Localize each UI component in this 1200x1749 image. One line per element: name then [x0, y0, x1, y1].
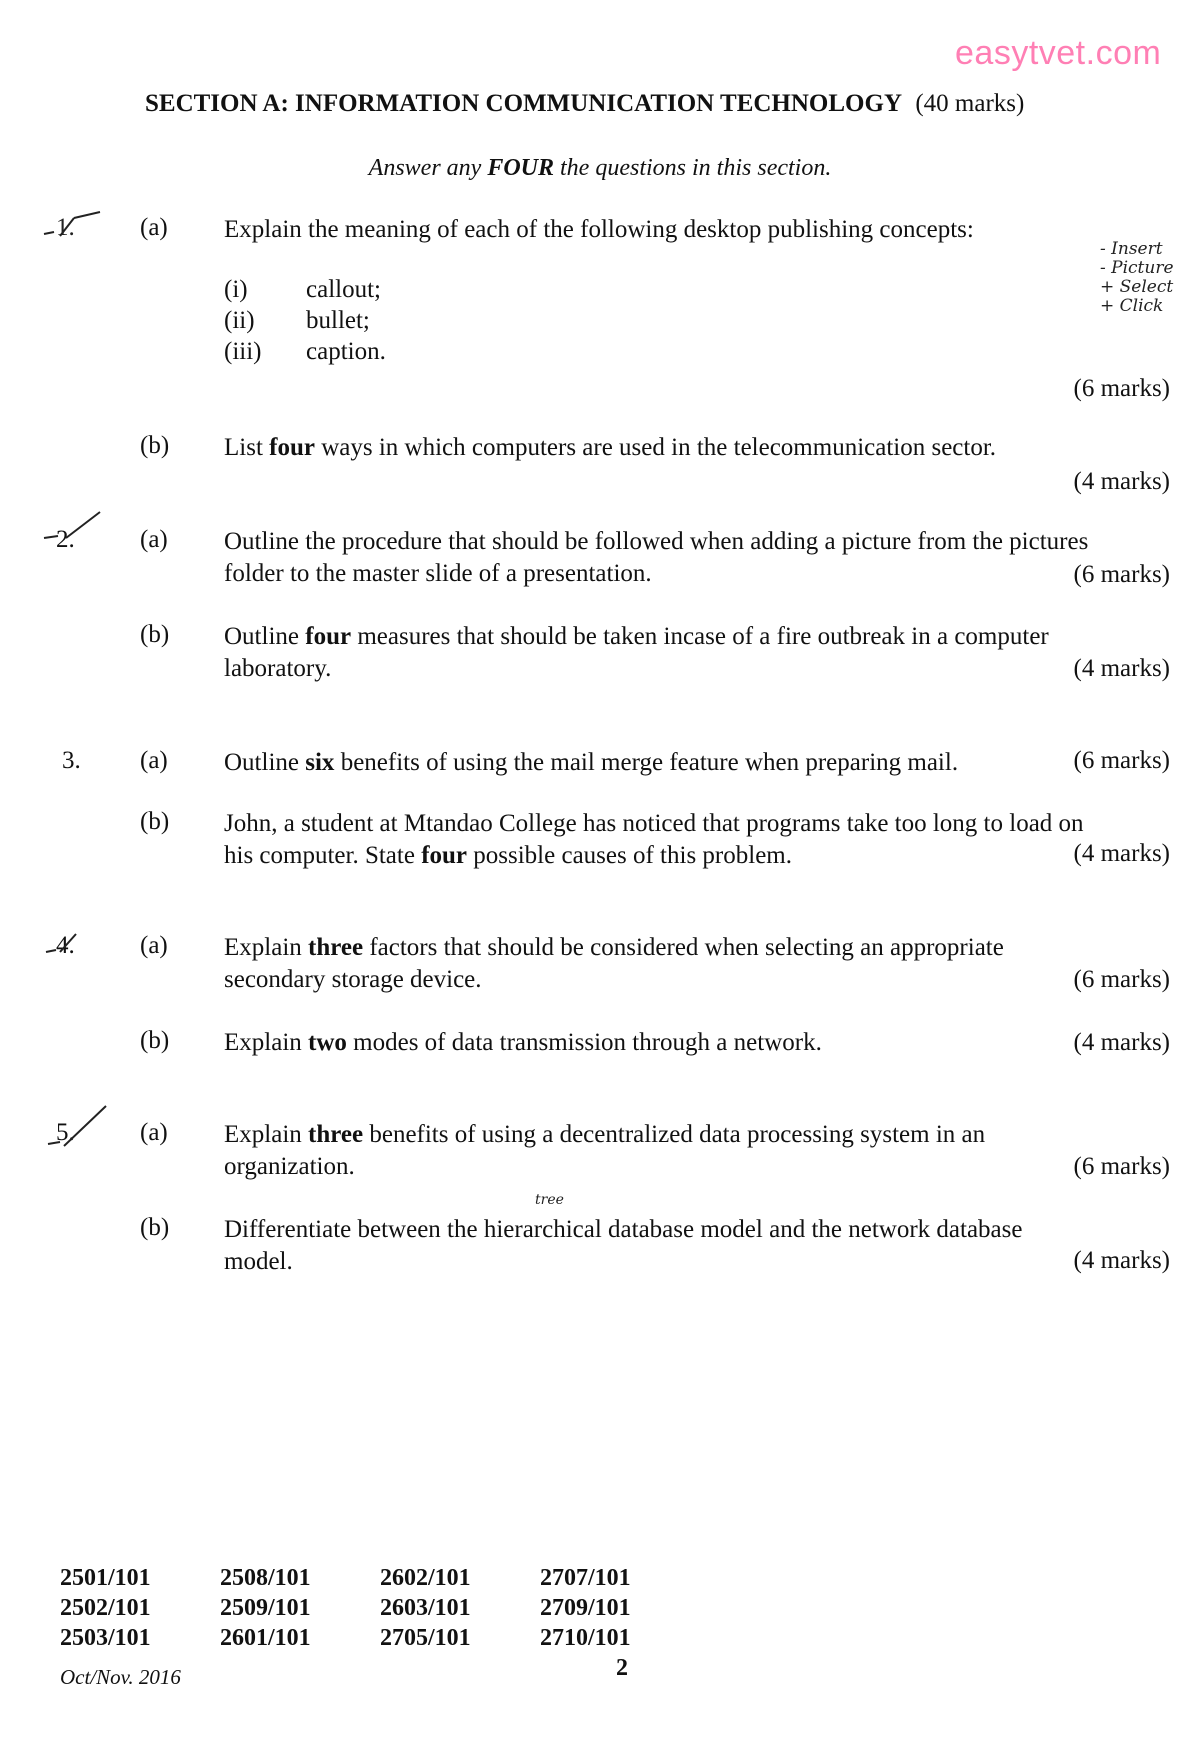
course-code: 2707/101 [540, 1565, 631, 1591]
question-4a-line2: secondary storage device. [224, 966, 482, 993]
question-2a-marks: (6 marks) [1073, 561, 1170, 588]
handwritten-note-line: + Select [1100, 277, 1174, 297]
question-4a-letter: (a) [140, 932, 168, 959]
question-1b-text: List four ways in which computers are used in the telecommunication sector. [224, 434, 997, 461]
question-3b-text [224, 808, 1169, 872]
question-3a-letter: (a) [140, 747, 168, 774]
course-code: 2501/101 [60, 1565, 151, 1591]
question-1a-iii-text: caption. [306, 338, 386, 365]
instruction-text-end: the questions in this section. [554, 155, 832, 181]
course-code: 2508/101 [220, 1565, 311, 1591]
question-5b-text [224, 1214, 1169, 1278]
instruction-text: Answer any [368, 155, 488, 181]
question-3-number: 3. [62, 747, 81, 774]
question-2a-text [224, 526, 1169, 590]
question-5a-line1: Explain three benefits of using a decentralized data processing system in an [224, 1121, 986, 1148]
question-3b-marks: (4 marks) [1073, 840, 1170, 867]
question-1a-i-text: callout; [306, 276, 381, 303]
question-1a-iii-number: (iii) [224, 338, 262, 365]
handwritten-note [1100, 240, 1174, 316]
handwritten-note-line: - Insert [1100, 239, 1163, 259]
course-code: 2509/101 [220, 1595, 311, 1621]
question-3b-letter: (b) [140, 808, 170, 835]
handwritten-note-line: - Picture [1100, 258, 1174, 278]
tick-mark-icon [44, 1104, 114, 1154]
question-1b-marks: (4 marks) [1073, 468, 1170, 495]
question-3b-line2: his computer. State four possible causes of this problem. [224, 842, 792, 869]
question-4b-marks: (4 marks) [1073, 1029, 1170, 1056]
question-5b-line2: model. [224, 1248, 293, 1275]
course-code: 2710/101 [540, 1625, 631, 1651]
question-1-number: 1. [56, 214, 75, 241]
question-2b-text [224, 621, 1169, 685]
handwritten-word: tree [535, 1192, 564, 1208]
instruction-emphasis: FOUR [487, 155, 555, 181]
question-1b-letter: (b) [140, 432, 170, 459]
question-3a-text: Outline six benefits of using the mail merge feature when preparing mail. [224, 749, 959, 776]
question-1a-ii-text: bullet; [306, 307, 370, 334]
question-2b-letter: (b) [140, 621, 170, 648]
question-2b-line1: Outline four measures that should be taken incase of a fire outbreak in a computer [224, 623, 1049, 650]
course-code: 2603/101 [380, 1595, 471, 1621]
page-number: 2 [616, 1655, 628, 1681]
tick-mark-icon [42, 930, 92, 960]
course-code: 2503/101 [60, 1625, 151, 1651]
question-4a-line1: Explain three factors that should be considered when selecting an appropriate [224, 934, 1004, 961]
question-4a-marks: (6 marks) [1073, 966, 1170, 993]
course-codes [60, 1563, 700, 1653]
section-title: SECTION A: INFORMATION COMMUNICATION TECHNOLOGY [145, 90, 902, 117]
question-4b-text: Explain two modes of data transmission through a network. [224, 1029, 822, 1056]
question-1a-letter: (a) [140, 214, 168, 241]
question-2a-letter: (a) [140, 526, 168, 553]
question-1a-ii-number: (ii) [224, 307, 255, 334]
tick-mark-icon [40, 212, 110, 242]
question-2-number: 2. [56, 526, 75, 553]
question-2b-marks: (4 marks) [1073, 655, 1170, 682]
course-code: 2502/101 [60, 1595, 151, 1621]
question-2a-line1: Outline the procedure that should be followed when adding a picture from the pictures [224, 528, 1089, 555]
question-5a-text [224, 1119, 1169, 1183]
section-instruction [0, 155, 1200, 182]
question-4-number: 4. [56, 932, 75, 959]
question-2b-line2: laboratory. [224, 655, 332, 682]
question-5b-line1: Differentiate between the hierarchical database model and the network database [224, 1216, 1023, 1243]
question-5a-marks: (6 marks) [1073, 1153, 1170, 1180]
course-code: 2602/101 [380, 1565, 471, 1591]
question-3a-marks: (6 marks) [1073, 747, 1170, 774]
question-1a-marks: (6 marks) [1073, 375, 1170, 402]
exam-date: Oct/Nov. 2016 [60, 1665, 181, 1689]
question-1a-i-number: (i) [224, 276, 248, 303]
question-5a-letter: (a) [140, 1119, 168, 1146]
handwritten-note-line: + Click [1100, 296, 1164, 316]
watermark-text: easytvet.com [955, 34, 1162, 72]
question-5a-line2: organization. [224, 1153, 355, 1180]
section-heading [145, 90, 1024, 118]
question-5b-marks: (4 marks) [1073, 1247, 1170, 1274]
question-3b-line1: John, a student at Mtandao College has noticed that programs take too long to load on [224, 810, 1084, 837]
section-marks: (40 marks) [915, 90, 1025, 117]
course-code: 2705/101 [380, 1625, 471, 1651]
question-4a-text [224, 932, 1169, 996]
question-4b-letter: (b) [140, 1027, 170, 1054]
question-5b-letter: (b) [140, 1214, 170, 1241]
course-code: 2601/101 [220, 1625, 311, 1651]
tick-mark-icon [40, 508, 110, 548]
course-code: 2709/101 [540, 1595, 631, 1621]
question-1a-text: Explain the meaning of each of the following desktop publishing concepts: [224, 216, 974, 243]
question-2a-line2: folder to the master slide of a presentation. [224, 560, 652, 587]
question-5-number: 5. [56, 1119, 75, 1146]
